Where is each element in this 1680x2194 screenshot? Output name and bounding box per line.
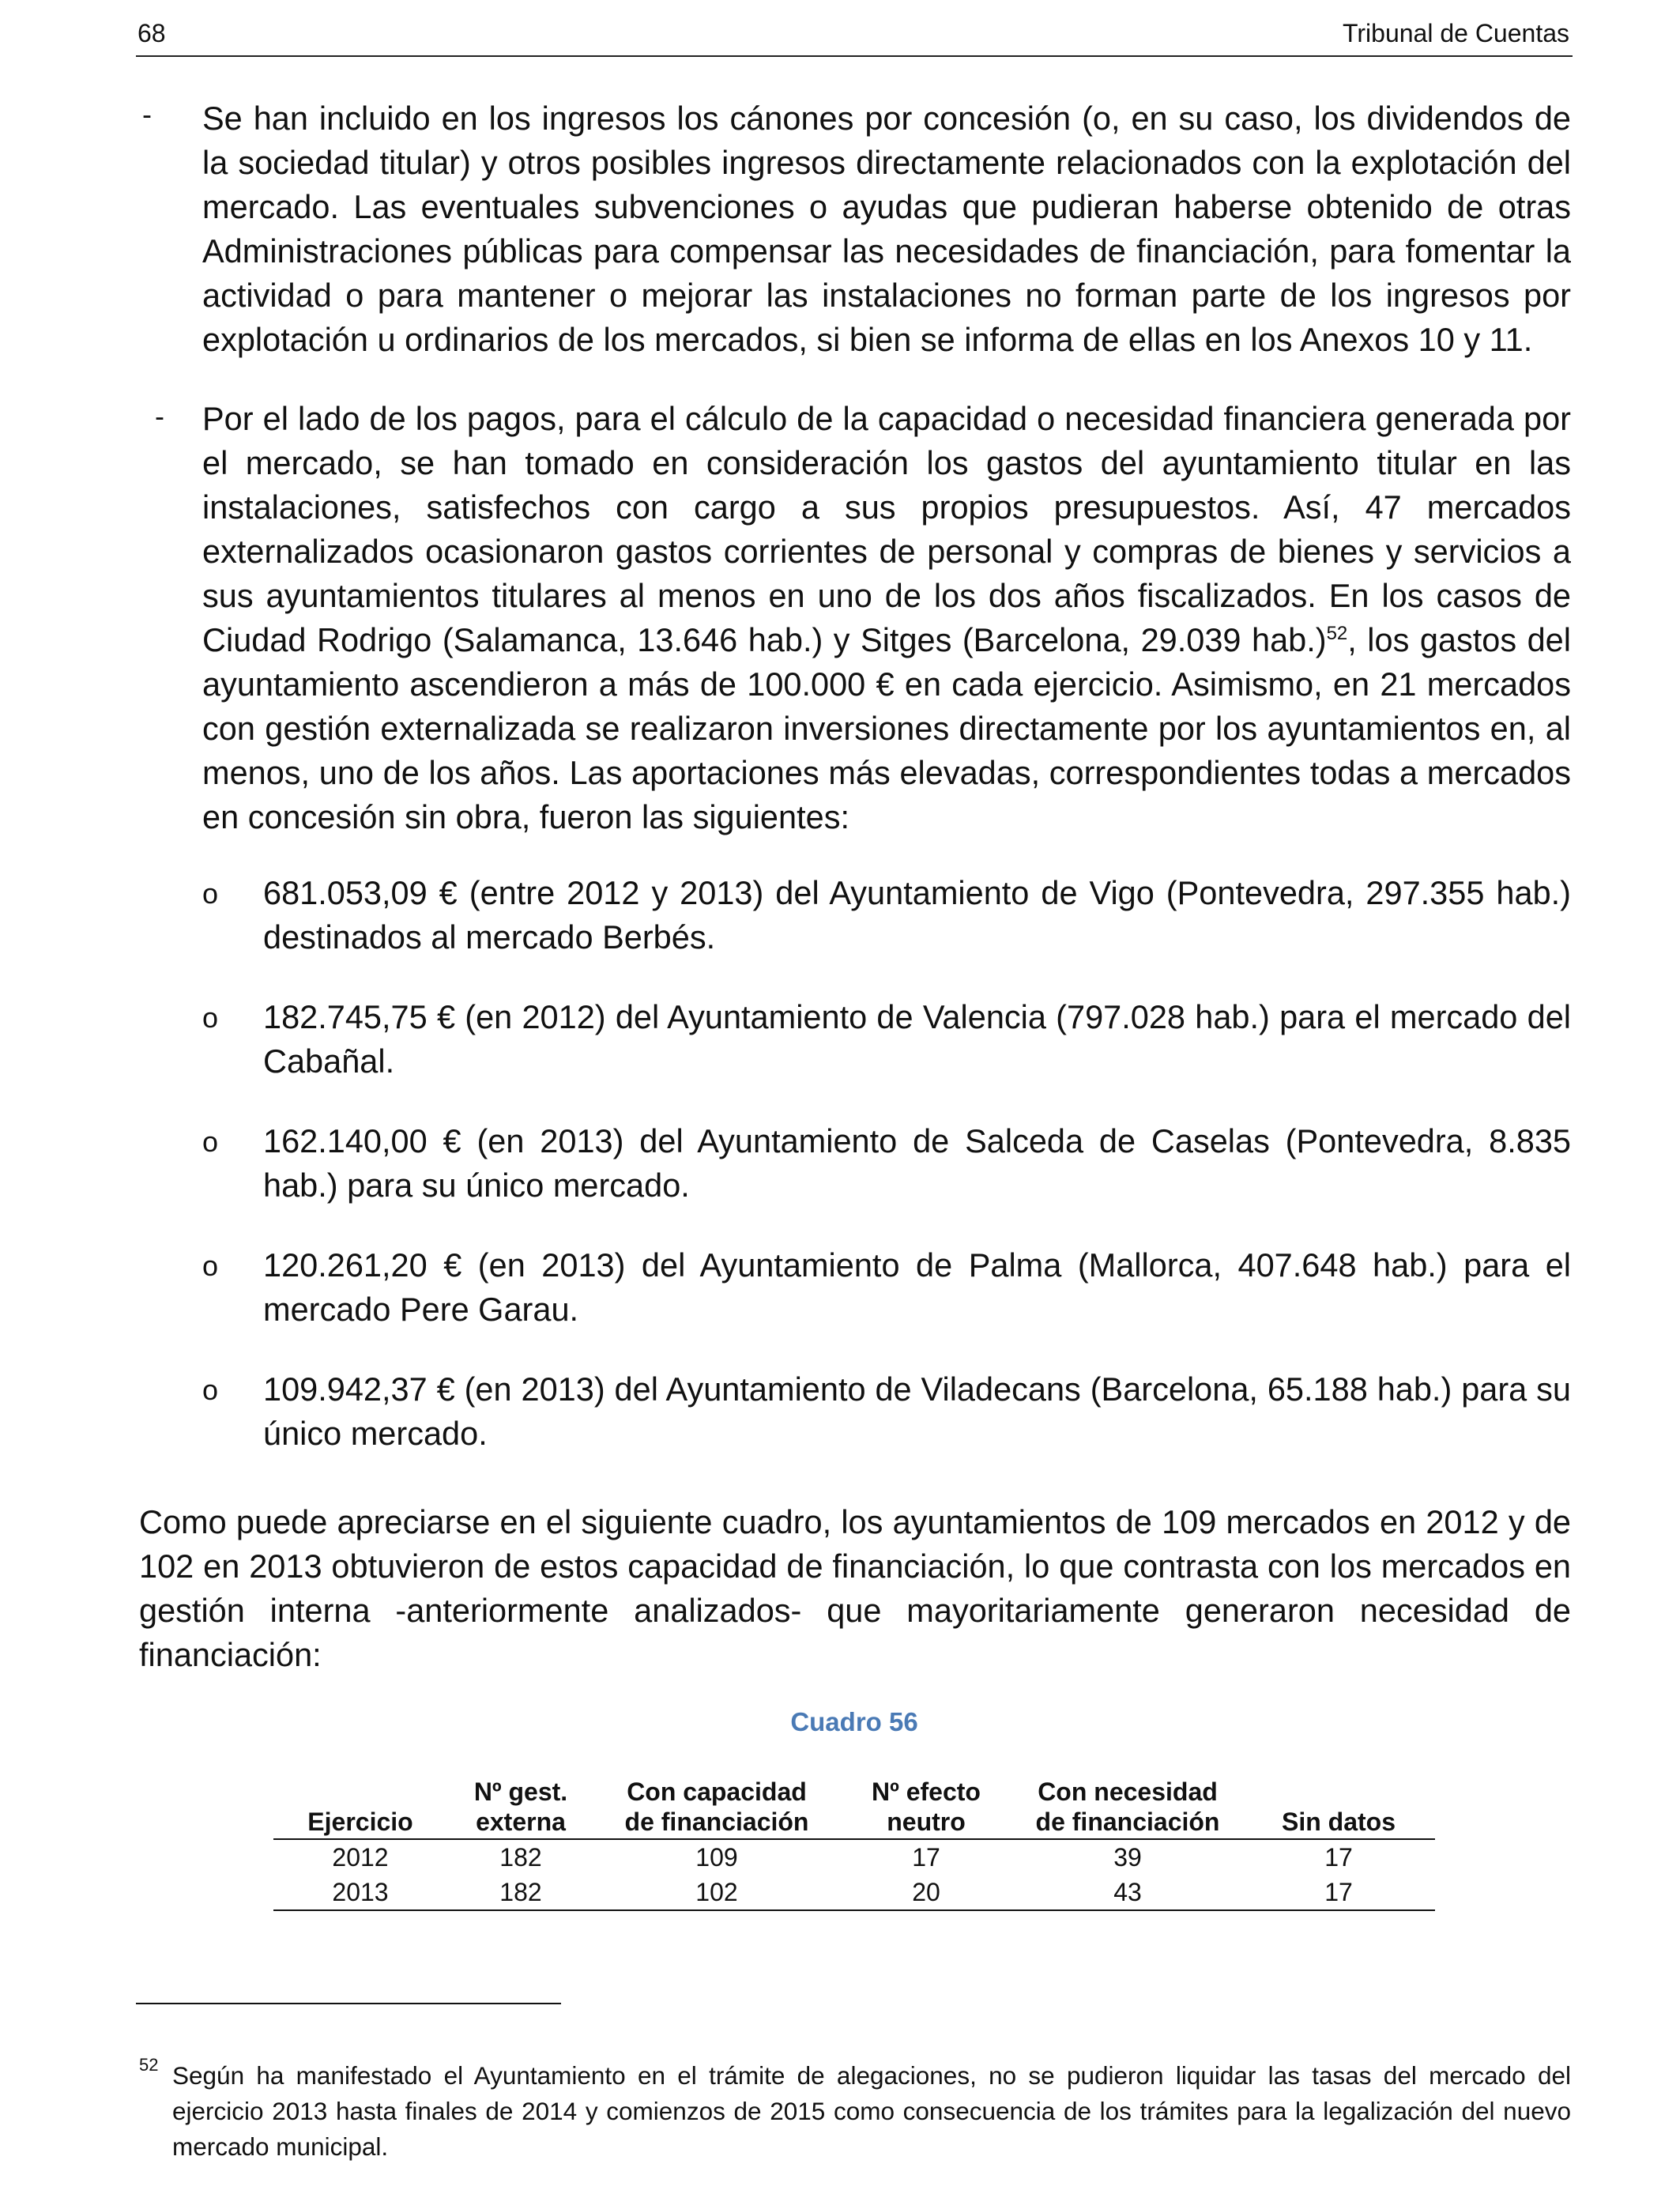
bullet-paragraph-ingresos: Se han incluido en los ingresos los cánones por concesión (o, en su caso, los dividendos de la sociedad titular) y otros posibles ingresos directamente relacionados con la explotación del mercado. Las eventuales subvenciones o ayudas que pudieran haberse obtenido de otras Administraciones públicas para compensar las necesidades de financiación, para fomentar la actividad o para mantener o mejorar las instalaciones no forman parte de los ingresos por explotación u ordinarios de los mercados, si bien se informa de ellas en los Anexos 10 y 11. bbox=[202, 100, 1571, 358]
column-header: Con capacidad de financiación bbox=[594, 1777, 839, 1839]
column-header: Ejercicio bbox=[273, 1777, 447, 1839]
page-header bbox=[136, 14, 1573, 57]
table-cell: 182 bbox=[447, 1875, 594, 1910]
list-item: 182.745,75 € (en 2012) del Ayuntamiento de Valencia (797.028 hab.) para el mercado del Cabañal. bbox=[263, 998, 1571, 1080]
table-cell: 2013 bbox=[273, 1875, 447, 1910]
table-row bbox=[273, 1875, 1435, 1910]
pagos-text-end: , los gastos del ayuntamiento ascendieron a más de 100.000 € en cada ejercicio. Asimismo, en 21 mercados con gestión externalizada se realizaron inversiones directamente por los ayuntamientos en, al menos, uno de los años. Las aportaciones más elevadas, correspondientes todas a mercados en concesión sin obra, fueron las siguientes: bbox=[202, 621, 1571, 835]
data-table bbox=[273, 1777, 1435, 1911]
header-title: Tribunal de Cuentas bbox=[1343, 19, 1569, 47]
sub-bullet-marker: o bbox=[202, 1250, 219, 1282]
sub-bullet-marker: o bbox=[202, 1125, 219, 1158]
table-cell: 182 bbox=[499, 1843, 542, 1872]
table-cell: 17 bbox=[1242, 1875, 1435, 1910]
table-cell: 17 bbox=[1324, 1843, 1353, 1872]
table-cell: 39 bbox=[1113, 1843, 1142, 1872]
body-paragraph: Como puede apreciarse en el siguiente cuadro, los ayuntamientos de 109 mercados en 2012 y de 102 en 2013 obtuvieron de estos capacidad de financiación, lo que contrasta con los mercados en gestión interna -anteriormente analizados- que mayoritariamente generaron necesidad de financiación: bbox=[139, 1503, 1571, 1673]
column-header: Sin datos bbox=[1242, 1777, 1435, 1839]
table-caption: Cuadro 56 bbox=[790, 1707, 918, 1736]
table-header-row bbox=[273, 1777, 1435, 1839]
list-item: 120.261,20 € (en 2013) del Ayuntamiento de Palma (Mallorca, 407.648 hab.) para el mercado Pere Garau. bbox=[263, 1246, 1571, 1328]
footnote-number: 52 bbox=[139, 2055, 159, 2075]
table-cell: 102 bbox=[594, 1875, 839, 1910]
table-cell: 43 bbox=[1013, 1875, 1242, 1910]
footnote-text: Según ha manifestado el Ayuntamiento en el trámite de alegaciones, no se pudieron liquidar las tasas del mercado del ejercicio 2013 hasta finales de 2014 y comienzos de 2015 como consecuencia de los trámites para la legalización del nuevo mercado municipal. bbox=[172, 2061, 1571, 2161]
table-cell: 109 bbox=[695, 1843, 738, 1872]
table-cell: 17 bbox=[912, 1843, 940, 1872]
column-header: Nº efecto neutro bbox=[839, 1777, 1013, 1839]
sub-bullet-marker: o bbox=[202, 1374, 219, 1406]
column-header: Con necesidad de financiación bbox=[1013, 1777, 1242, 1839]
bullet-marker: - bbox=[155, 400, 164, 432]
column-header: Nº gest. externa bbox=[447, 1777, 594, 1839]
footnote-reference[interactable]: 52 bbox=[1326, 623, 1348, 645]
list-item: 681.053,09 € (entre 2012 y 2013) del Ayuntamiento de Vigo (Pontevedra, 297.355 hab.) destinados al mercado Berbés. bbox=[263, 874, 1571, 956]
sub-bullet-marker: o bbox=[202, 1001, 219, 1034]
bullet-marker: - bbox=[142, 98, 152, 130]
footnote-divider bbox=[136, 2003, 561, 2004]
list-item: 162.140,00 € (en 2013) del Ayuntamiento de Salceda de Caselas (Pontevedra, 8.835 hab.) para su único mercado. bbox=[263, 1122, 1571, 1204]
pagos-text-start: Por el lado de los pagos, para el cálculo de la capacidad o necesidad financiera generada por el mercado, se han tomado en consideración los gastos del ayuntamiento titular en las instalaciones, satisfechos con cargo a sus propios presupuestos. Así, 47 mercados externalizados ocasionaron gastos corrientes de personal y compras de bienes y servicios a sus ayuntamientos titulares al menos en uno de los dos años fiscalizados. En los casos de Ciudad Rodrigo (Salamanca, 13.646 hab.) y Sitges (Barcelona, 29.039 hab.) bbox=[202, 400, 1571, 658]
table-cell: 2012 bbox=[332, 1843, 389, 1872]
page-number: 68 bbox=[137, 19, 166, 47]
sub-bullet-marker: o bbox=[202, 877, 219, 910]
list-item: 109.942,37 € (en 2013) del Ayuntamiento de Viladecans (Barcelona, 65.188 hab.) para su único mercado. bbox=[263, 1370, 1571, 1452]
table-cell: 20 bbox=[839, 1875, 1013, 1910]
bullet-paragraph-pagos bbox=[202, 397, 1571, 839]
table-row bbox=[273, 1839, 1435, 1875]
